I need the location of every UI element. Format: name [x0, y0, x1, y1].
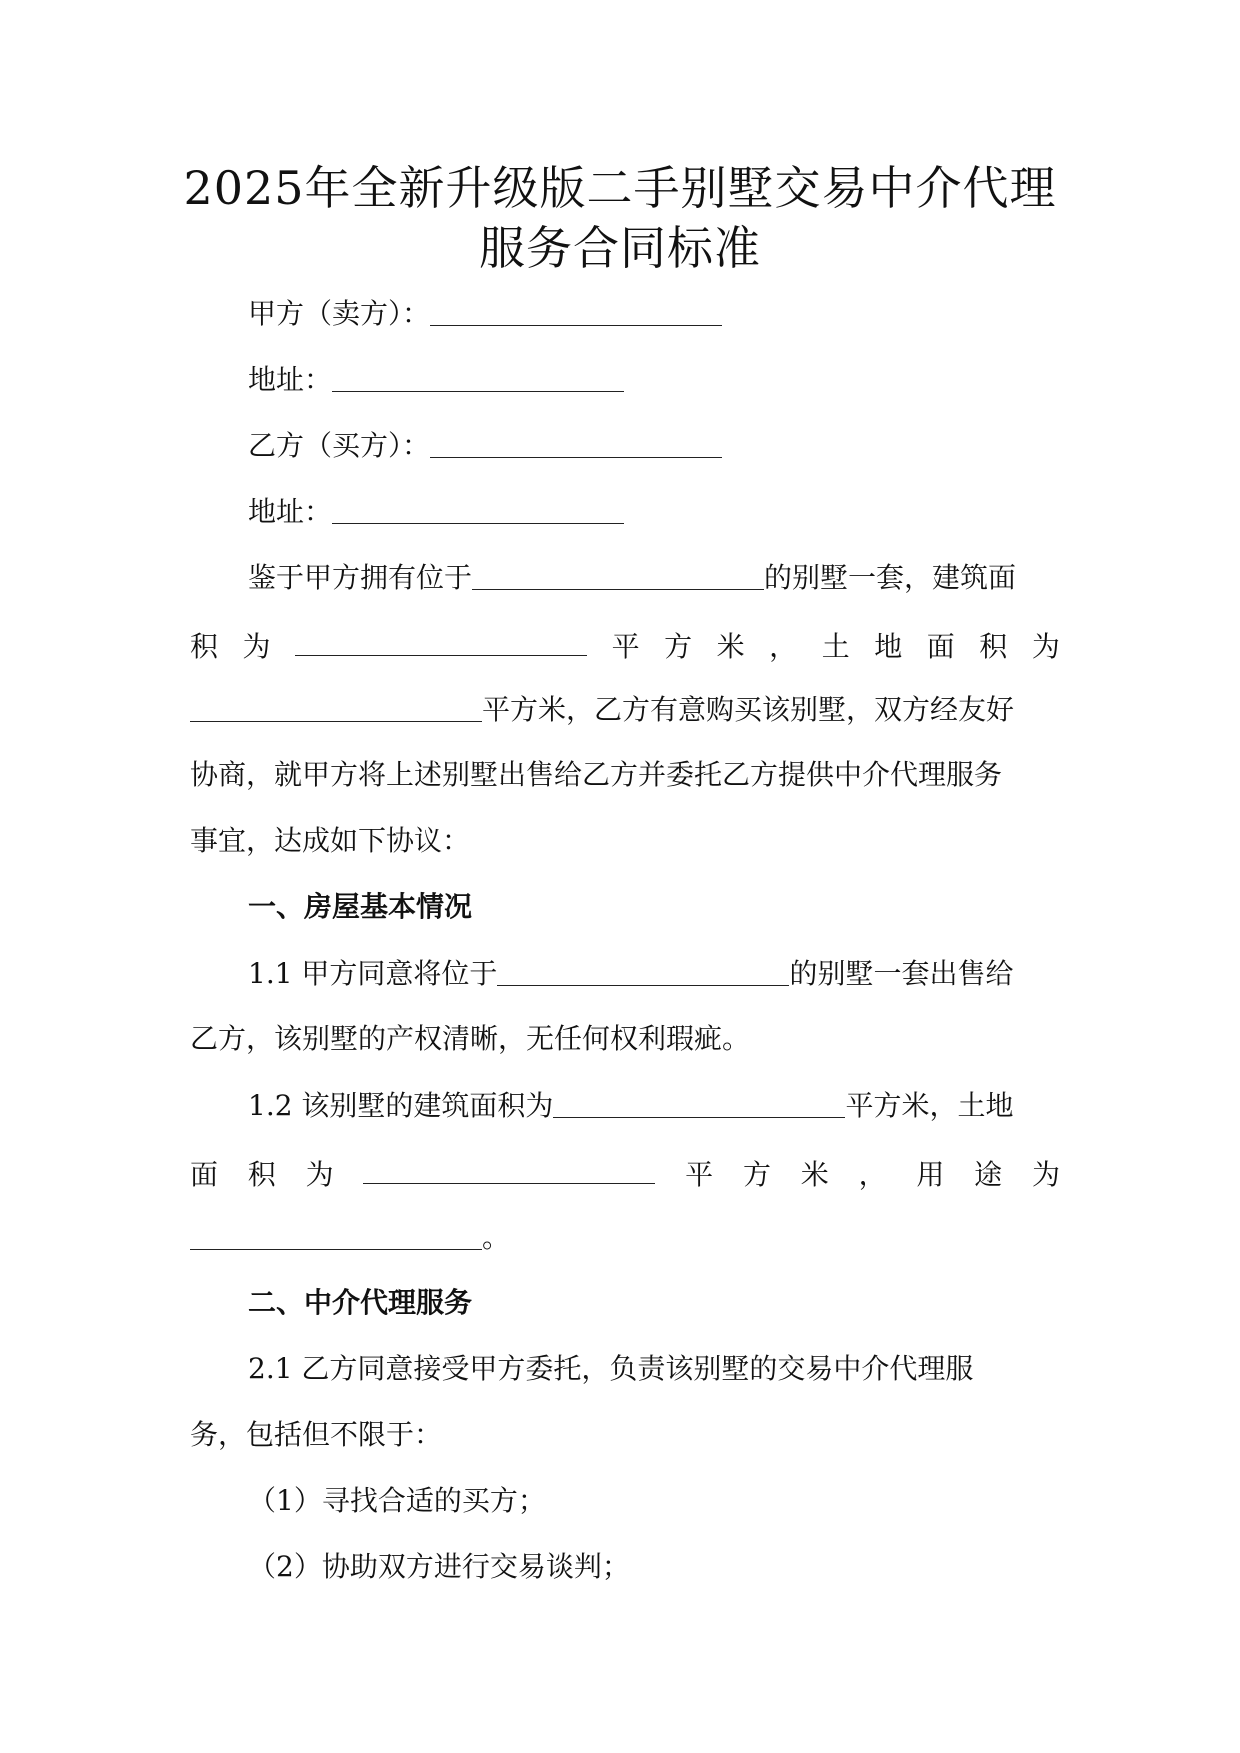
intro-line-1 — [248, 559, 1016, 596]
clause-char: ， — [858, 1158, 887, 1191]
intro-line-3 — [190, 691, 1014, 728]
clause-1-1-location-blank[interactable] — [497, 955, 789, 986]
intro-char: 为 — [242, 630, 271, 663]
intro-char: 方 — [664, 630, 693, 663]
intro-text: 鉴于甲方拥有位于 — [248, 561, 473, 594]
intro-line-5: 事宜，达成如下协议： — [190, 824, 471, 857]
clause-char: 平 — [685, 1158, 714, 1191]
clause-1-1-line-2: 乙方，该别墅的产权清晰，无任何权利瑕疵。 — [190, 1022, 751, 1055]
intro-text: 平方米，乙方有意购买该别墅，双方经友好 — [482, 693, 1015, 726]
party-a-line — [248, 295, 722, 332]
clause-text: 1.1 甲方同意将位于 — [248, 957, 498, 990]
clause-text: 的别墅一套出售给 — [789, 957, 1014, 990]
clause-1-2-land-area-blank[interactable] — [363, 1153, 655, 1184]
intro-line-2 — [190, 625, 1060, 665]
clause-1-2-usage-blank[interactable] — [190, 1219, 482, 1250]
clause-char: 途 — [974, 1158, 1003, 1191]
party-a-label: 甲方（卖方）： — [248, 297, 431, 330]
party-a-address-blank[interactable] — [332, 361, 624, 392]
party-b-address-line — [248, 493, 624, 530]
party-b-blank[interactable] — [430, 427, 722, 458]
clause-char: 为 — [305, 1158, 334, 1191]
document-title-line-2: 服务合同标准 — [479, 221, 761, 275]
list-item-1: （1）寻找合适的买方； — [248, 1484, 546, 1517]
section-1-heading: 一、房屋基本情况 — [248, 890, 473, 923]
clause-1-1-line-1 — [248, 955, 1013, 992]
intro-char: 地 — [874, 630, 903, 663]
clause-char: 积 — [247, 1158, 276, 1191]
clause-char: 面 — [190, 1158, 219, 1191]
clause-1-2-line-1 — [248, 1087, 1013, 1124]
intro-char: 面 — [926, 630, 955, 663]
party-a-address-line — [248, 361, 624, 398]
party-a-address-label: 地址： — [248, 363, 333, 396]
intro-char: 平 — [611, 630, 640, 663]
clause-char: 为 — [1031, 1158, 1060, 1191]
intro-char: ， — [769, 630, 798, 663]
clause-text: 1.2 该别墅的建筑面积为 — [248, 1089, 554, 1122]
party-b-address-label: 地址： — [248, 495, 333, 528]
clause-text: 。 — [482, 1221, 511, 1254]
party-b-line — [248, 427, 722, 464]
clause-char: 米 — [800, 1158, 829, 1191]
clause-1-2-line-3 — [190, 1219, 510, 1256]
list-item-2: （2）协助双方进行交易谈判； — [248, 1550, 630, 1583]
section-2-heading: 二、中介代理服务 — [248, 1286, 473, 1319]
party-a-blank[interactable] — [430, 295, 722, 326]
land-area-blank[interactable] — [190, 691, 482, 722]
clause-char: 用 — [916, 1158, 945, 1191]
intro-line-4: 协商，就甲方将上述别墅出售给乙方并委托乙方提供中介代理服务 — [190, 758, 1003, 791]
building-area-blank[interactable] — [295, 625, 587, 656]
intro-char: 积 — [190, 630, 219, 663]
party-b-label: 乙方（买方）： — [248, 429, 431, 462]
intro-char: 积 — [979, 630, 1008, 663]
intro-char: 为 — [1031, 630, 1060, 663]
document-title-line-1: 2025年全新升级版二手别墅交易中介代理 — [183, 161, 1057, 215]
clause-1-2-building-area-blank[interactable] — [553, 1087, 845, 1118]
intro-text: 的别墅一套，建筑面 — [764, 561, 1017, 594]
party-b-address-blank[interactable] — [332, 493, 624, 524]
clause-text: 平方米，土地 — [845, 1089, 1014, 1122]
villa-location-blank[interactable] — [472, 559, 764, 590]
intro-char: 米 — [716, 630, 745, 663]
clause-1-2-line-2 — [190, 1153, 1060, 1193]
clause-2-1-line-1: 2.1 乙方同意接受甲方委托，负责该别墅的交易中介代理服 — [248, 1352, 974, 1385]
clause-2-1-line-2: 务，包括但不限于： — [190, 1418, 443, 1451]
clause-char: 方 — [742, 1158, 771, 1191]
intro-char: 土 — [821, 630, 850, 663]
